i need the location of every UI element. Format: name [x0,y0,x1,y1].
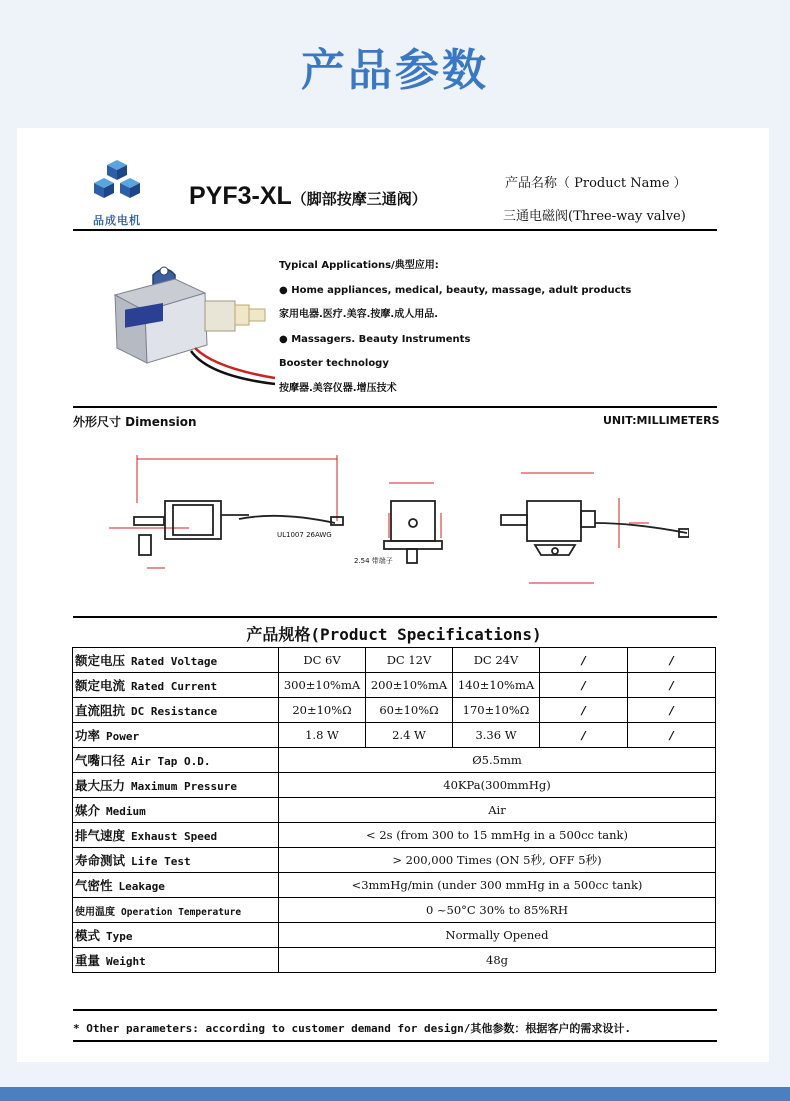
spec-label-en: Life Test [131,855,191,868]
spec-label-cn: 最大压力 [75,778,126,793]
spec-label-cn: 重量 [75,953,101,968]
spec-label-en: DC Resistance [131,705,218,718]
spec-label-cn: 气密性 [75,878,113,893]
spec-value: > 200,000 Times (ON 5秒, OFF 5秒) [279,848,716,873]
spec-label [73,798,279,823]
product-photo [95,253,275,407]
spec-label-cn: 额定电流 [75,678,126,693]
spec-row [73,798,716,823]
spec-value: Ø5.5mm [279,748,716,773]
applications-line-5: 按摩器.美容仪器.增压技术 [279,382,397,394]
spec-label-en: Operation Temperature [121,906,242,918]
spec-label-cn: 媒介 [75,803,101,818]
spec-label [73,723,279,748]
spec-row [73,698,716,723]
spec-label-en: Weight [106,955,146,968]
spec-cell: DC 24V [453,648,540,673]
spec-cell: 200±10%mA [366,673,453,698]
spec-row [73,823,716,848]
spec-label [73,898,279,923]
spec-label-cn: 寿命测试 [75,853,126,868]
applications [279,254,631,401]
model-number: PYF3-XL [189,182,292,210]
spec-label [73,948,279,973]
spec-label [73,648,279,673]
applications-line-2: 家用电器.医疗.美容.按摩.成人用品. [279,309,438,320]
header-divider [73,229,717,231]
wire-label: UL1007 26AWG [277,531,332,539]
spec-label-en: Maximum Pressure [131,780,237,793]
dimension-title: 外形尺寸 Dimension [73,415,197,429]
spec-value: <3mmHg/min (under 300 mmHg in a 500cc tank) [279,873,716,898]
terminal-label: 2.54 带端子 [354,557,393,565]
spec-label-en: Type [106,930,133,943]
spec-label [73,923,279,948]
spec-cell: / [540,673,628,698]
dimension-divider [73,616,717,618]
footnote: * Other parameters: according to customer demand for design/其他参数：根据客户的需求设计. [73,1022,631,1035]
spec-label [73,773,279,798]
spec-cell: / [628,673,716,698]
spec-cell: / [540,723,628,748]
spec-label-en: Rated Voltage [131,655,218,668]
brand-name: 品成电机 [93,214,141,227]
dimension-unit: UNIT:MILLIMETERS [603,414,720,427]
spec-value: 40KPa(300mmHg) [279,773,716,798]
bottom-accent-bar [0,1087,790,1101]
spec-label [73,698,279,723]
applications-line-4: Booster technology [279,358,389,369]
dimension-drawing [89,453,689,592]
spec-cell: DC 12V [366,648,453,673]
spec-cell: / [628,723,716,748]
applications-divider [73,406,717,408]
spec-label-cn: 气嘴口径 [75,753,126,768]
spec-label-en: Air Tap O.D. [131,755,211,768]
model-subtitle: （脚部按摩三通阀） [291,191,427,208]
applications-title: Typical Applications/典型应用: [279,260,439,271]
spec-row [73,848,716,873]
product-name-label: 产品名称（ Product Name ） [505,176,687,191]
spec-cell: 3.36 W [453,723,540,748]
applications-line-3: ● Massagers. Beauty Instruments [279,333,471,345]
applications-line-1: ● Home appliances, medical, beauty, massage, adult products [279,284,632,296]
product-name-value: 三通电磁阀(Three-way valve) [503,209,686,224]
spec-label-cn: 使用温度 [75,906,115,918]
specs-title: 产品规格(Product Specifications) [246,625,542,644]
spec-label [73,848,279,873]
spec-value: Normally Opened [279,923,716,948]
footnote-divider-bottom [73,1040,717,1042]
spec-row [73,648,716,673]
footnote-divider-top [73,1009,717,1011]
spec-cell: / [540,698,628,723]
spec-value: Air [279,798,716,823]
spec-cell: / [540,648,628,673]
spec-cell: 2.4 W [366,723,453,748]
spec-cell: 300±10%mA [279,673,366,698]
spec-cell: 60±10%Ω [366,698,453,723]
spec-row [73,948,716,973]
spec-cell: / [628,648,716,673]
spec-row [73,898,716,923]
model-title [189,182,427,211]
spec-label-cn: 功率 [75,728,101,743]
spec-cell: 1.8 W [279,723,366,748]
spec-label-en: Rated Current [131,680,218,693]
spec-cell: 170±10%Ω [453,698,540,723]
spec-row [73,773,716,798]
spec-label-en: Medium [106,805,146,818]
spec-label-en: Leakage [118,880,165,893]
spec-label [73,873,279,898]
spec-label [73,823,279,848]
spec-value: < 2s (from 300 to 15 mmHg in a 500cc tank) [279,823,716,848]
spec-cell: 20±10%Ω [279,698,366,723]
spec-label-cn: 直流阻抗 [75,703,126,718]
spec-cell: DC 6V [279,648,366,673]
specs-table [72,647,716,973]
spec-row [73,873,716,898]
spec-row [73,673,716,698]
spec-row [73,748,716,773]
spec-label [73,673,279,698]
spec-sheet [17,128,769,1062]
spec-label-en: Power [106,730,140,743]
spec-row [73,923,716,948]
spec-label-cn: 额定电压 [75,653,126,668]
cube-logo-icon [85,158,149,210]
spec-label-en: Exhaust Speed [131,830,218,843]
page-title: 产品参数 [301,45,489,96]
brand-logo [85,158,149,227]
spec-value: 0 ~50°C 30% to 85%RH [279,898,716,923]
spec-cell: 140±10%mA [453,673,540,698]
spec-label [73,748,279,773]
spec-label-cn: 排气速度 [75,828,126,843]
spec-label-cn: 模式 [75,928,101,943]
spec-row [73,723,716,748]
spec-value: 48g [279,948,716,973]
spec-cell: / [628,698,716,723]
